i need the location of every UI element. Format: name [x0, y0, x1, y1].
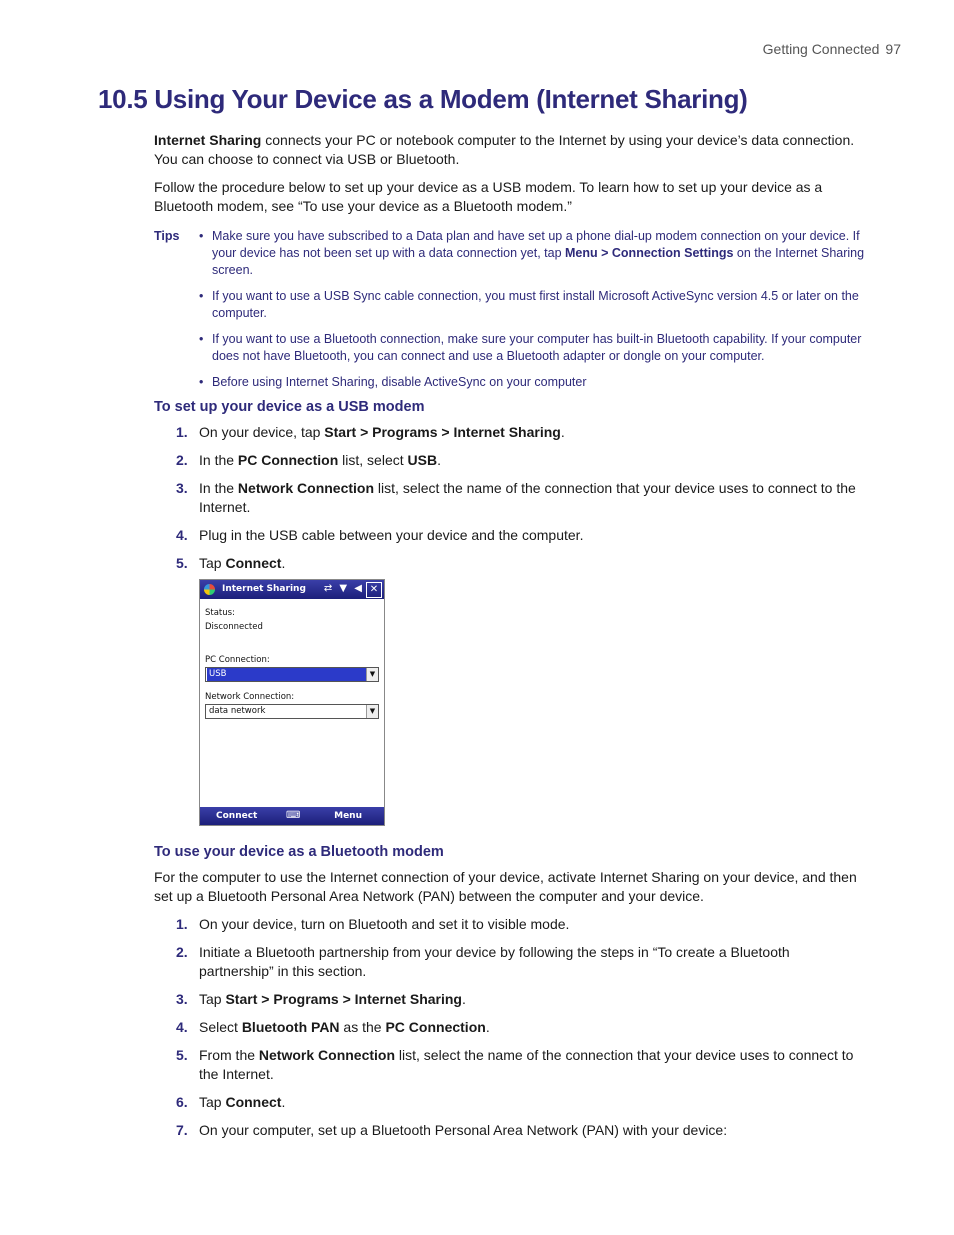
bluetooth-intro: For the computer to use the Internet connection of your device, activate Internet Sharing on your device, and then set up a Bluetooth Personal Area Network (PAN) between the computer and your device. [154, 869, 857, 904]
chevron-down-icon[interactable]: ▼ [366, 705, 378, 718]
chevron-down-icon[interactable]: ▼ [366, 668, 378, 681]
pc-connection-label: PC Connection: [205, 655, 270, 665]
running-header [763, 41, 901, 57]
list-item: 4. Select Bluetooth PAN as the PC Connection. [176, 1019, 490, 1035]
tip-item: • Make sure you have subscribed to a Data plan and have set up a phone dial-up modem connection on your device. If your device has not been set up with a data connection yet, tap Menu > Connection Settings on the Internet Sharing screen. [212, 228, 866, 279]
tips-block [154, 228, 866, 400]
running-header-section: Getting Connected [762, 41, 880, 57]
status-icons: ⇄ ▼ ◀ [323, 583, 364, 594]
windows-start-icon[interactable] [204, 584, 215, 595]
list-item: 4. Plug in the USB cable between your device and the computer. [176, 527, 584, 543]
pc-connection-value: USB [207, 668, 369, 681]
intro-paragraph-2: Follow the procedure below to set up your device as a USB modem. To learn how to set up your device as a Bluetooth modem, see “To use your device as a Bluetooth modem.” [154, 179, 823, 214]
usb-steps-list [154, 423, 866, 582]
intro-paragraph-1: Internet Sharing connects your PC or notebook computer to the Internet by using your device’s data connection. You can choose to connect via USB or Bluetooth. [154, 132, 855, 167]
network-connection-dropdown[interactable] [205, 704, 379, 719]
list-item: 1. On your device, turn on Bluetooth and set it to visible mode. [176, 916, 570, 932]
list-item: 3. In the Network Connection list, select the name of the connection that your device uses to connect to the Internet. [176, 480, 856, 515]
list-item: 7. On your computer, set up a Bluetooth Personal Area Network (PAN) with your device: [176, 1122, 728, 1138]
list-item: 2. Initiate a Bluetooth partnership from your device by following the steps in “To create a Bluetooth partnership” in this section. [176, 944, 790, 979]
device-screenshot [199, 579, 385, 826]
device-title-bar [200, 580, 384, 599]
tip-item: • Before using Internet Sharing, disable ActiveSync on your computer [212, 374, 866, 391]
list-item: 3. Tap Start > Programs > Internet Sharing. [176, 991, 466, 1007]
network-connection-value: data network [209, 706, 266, 716]
close-icon[interactable]: ✕ [366, 582, 382, 598]
soft-key-bar [200, 807, 384, 825]
pc-connection-dropdown[interactable] [205, 667, 379, 682]
bluetooth-modem-heading: To use your device as a Bluetooth modem [154, 844, 444, 860]
bluetooth-steps-list [154, 915, 866, 1149]
connect-button[interactable]: Connect [216, 811, 258, 821]
menu-button[interactable]: Menu [334, 811, 362, 821]
tip-item: • If you want to use a USB Sync cable connection, you must first install Microsoft ActiveSync version 4.5 or later on the computer. [212, 288, 866, 322]
page-number: 97 [885, 41, 901, 57]
list-item: 6. Tap Connect. [176, 1094, 286, 1110]
tip-item: • If you want to use a Bluetooth connection, make sure your computer has built-in Bluetooth capability. If your computer does not have Bluetooth, you can connect and use a Bluetooth adapter or dongle on your computer. [212, 331, 866, 365]
keyboard-icon[interactable]: ⌨ [286, 810, 301, 821]
page-title: 10.5 Using Your Device as a Modem (Internet Sharing) [98, 84, 748, 114]
list-item: 5. Tap Connect. [176, 555, 286, 571]
usb-modem-heading: To set up your device as a USB modem [154, 399, 425, 415]
list-item: 5. From the Network Connection list, select the name of the connection that your device uses to connect to the Internet. [176, 1047, 854, 1082]
list-item: 1. On your device, tap Start > Programs > Internet Sharing. [176, 424, 565, 440]
tips-label: Tips [154, 229, 180, 243]
network-connection-label: Network Connection: [205, 692, 295, 702]
status-value: Disconnected [205, 622, 263, 632]
status-label: Status: [205, 608, 235, 618]
list-item: 2. In the PC Connection list, select USB. [176, 452, 441, 468]
device-window-title: Internet Sharing [222, 584, 306, 594]
